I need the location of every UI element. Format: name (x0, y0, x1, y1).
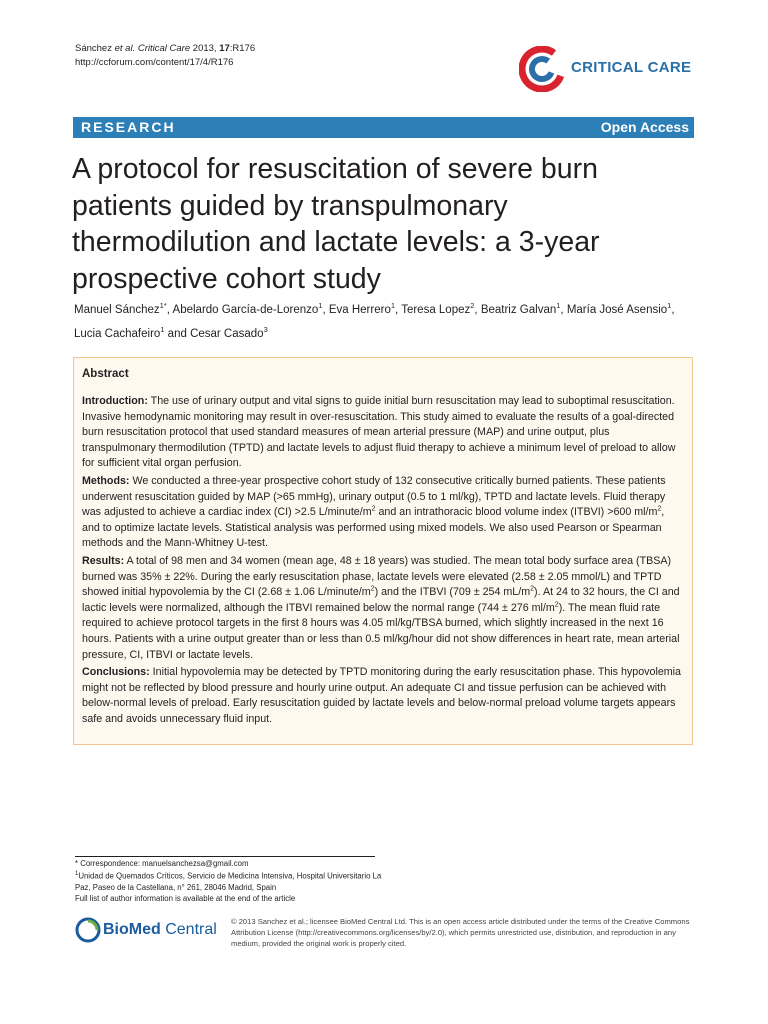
abstract-box (73, 357, 693, 745)
methods-text: and an intrathoracic blood volume index (ITBVI) >600 ml/m (375, 506, 658, 519)
introduction-text: The use of urinary output and vital signs to guide initial burn resuscitation may lead to suboptimal resuscitation. Invasive hemodynamic monitoring may result in over-resuscitation. This study aimed to evaluate the results of a goal-directed burn resuscitation protocol that used standard measures of mean arterial pressure (MAP) and urine output, plus transpulmonary thermodilution (TPTD) and lactate levels to adjust fluid therapy to achieve a minimum level of preload to allow for sufficient vital organ perfusion. (82, 395, 676, 470)
superscript: 2 (530, 585, 535, 593)
author-name: Abelardo García-de-Lorenzo (172, 303, 319, 316)
abstract-conclusions (82, 665, 684, 727)
abstract-introduction (82, 394, 684, 472)
author-affiliation: 1 (160, 324, 165, 334)
author-name: María José Asensio (566, 303, 668, 316)
full-list-note: Full list of author information is available at the end of the article (75, 893, 296, 903)
footnotes (75, 858, 395, 904)
affiliation-number: 1 (75, 871, 79, 877)
author-name: Lucia Cachafeiro (74, 327, 161, 340)
citation-author: Sánchez (75, 43, 115, 54)
citation-journal: Critical Care (137, 43, 191, 54)
introduction-label: Introduction: (82, 395, 148, 407)
biomed-central-wordmark (103, 921, 217, 939)
abstract-results (82, 554, 684, 663)
abstract-methods (82, 474, 684, 552)
abstract-heading: Abstract (82, 368, 129, 380)
citation-line (75, 42, 255, 56)
citation-etal: et al. (114, 43, 136, 54)
author-affiliation: 1 (667, 301, 672, 310)
author-affiliation: 1 (390, 301, 396, 310)
logo-med: Med (128, 921, 161, 938)
author-name: Teresa Lopez (401, 303, 471, 316)
superscript: 2 (657, 505, 662, 513)
methods-text: We conducted a three-year prospective cohort study of 132 consecutive critically burned patients. These patients underwent resuscitation guided by MAP (>65 mmHg), urinary output (0.5 to 1 ml/kg), TPTD and lactate levels. Fluid therapy was adjusted to achieve a cardiac index (CI) >2.5 L/minute/m (82, 474, 666, 519)
section-banner (73, 117, 694, 138)
biomed-central-logo (75, 915, 225, 949)
methods-text: , and to optimize lactate levels. Statistical analysis was performed using mixed models. We also used Pearson or Spearman methods and the Mann-Whitney U-test. (82, 506, 665, 550)
section-label: RESEARCH (81, 119, 176, 135)
results-text: ) and the ITBVI (709 ± 254 mL/m (374, 586, 531, 599)
conclusions-text: Initial hypovolemia may be detected by TPTD monitoring during the early resuscitation phase. This hypovolemia might not be reflected by blood pressure and hourly urine output. An adequate CI and tissue perfusion can be achieved with below-normal levels of preload. Early resuscitation guided by lactate levels and below-normal preload volume targets appears safe and avoids unnecessary fluid input. (82, 666, 681, 725)
superscript: 2 (554, 601, 559, 609)
results-text: A total of 98 men and 34 women (mean age, 48 ± 18 years) was studied. The mean total body surface area (TBSA) burned was 35% ± 22%. During the early resuscitation phase, lactate levels were elevated (2.58 ± 2.05 mmol/L) and TPTD showed initial hypovolemia by the CI (2.68 ± 1.06 L/minute/m (82, 554, 672, 599)
author-name: Eva Herrero (328, 303, 391, 316)
citation-year: 2013, (190, 43, 220, 54)
methods-label: Methods: (82, 474, 130, 487)
results-text: ). At 24 to 32 hours, the CI and lactic levels were normalized, although the ITBVI remained below the normal range (744 ± 276 ml/m (82, 586, 680, 614)
logo-central: Central (160, 921, 217, 938)
abstract-body (82, 394, 684, 729)
author-name: Manuel Sánchez (74, 303, 160, 316)
author-affiliation: 1 (318, 301, 323, 310)
author-list: Manuel Sánchez$^{1*}$, Abelardo García-de-Lorenzo$^1$, Eva Herrero$^1$, Teresa Lopez$^2$, Beatriz Galvan$^1$, María José Asensio$^1$, Lucia Cachafeiro$^1$ and Cesar Casado$^3$ (74, 301, 675, 340)
license-text: © 2013 Sanchez et al.; licensee BioMed Central Ltd. This is an open access article distributed under the terms of the Creative Commons Attribution License (http://creativecommons.org/licenses/by/2.0), which permits unrestricted use, distribution, and reproduction in any medium, provided the original work is properly cited. (231, 917, 690, 948)
results-text: ). The mean fluid rate required to achieve protocol targets in the first 8 hours was 4.05 ml/kg/TBSA burned, which slightly increased in the next 16 hours. Patients with a urine output greater than or less than 0.5 ml/kg/hour did not show differences in heart rate, mean arterial pressure, CI, ITBVI or lactate levels. (82, 601, 680, 661)
superscript: 2 (370, 585, 375, 593)
citation-block (75, 42, 255, 70)
superscript: 2 (371, 505, 376, 513)
author-affiliation: 2 (470, 301, 475, 310)
results-label: Results: (82, 554, 125, 567)
citation-volume: 17 (219, 43, 230, 54)
article-title: A protocol for resuscitation of severe burn patients guided by transpulmonary thermodilution and lactate levels: a 3-year prospective cohort study (72, 153, 600, 295)
author-affiliation: 1* (159, 301, 167, 310)
citation-url[interactable]: http://ccforum.com/content/17/4/R176 (75, 57, 234, 68)
affiliation-text: Unidad de Quemados Críticos, Servicio de Medicina Intensiva, Hospital Universitario La Paz, Paseo de la Castellana, n° 261, 28046 Madrid, Spain (75, 871, 382, 892)
critical-care-logo (519, 46, 699, 92)
conclusions-label: Conclusions: (82, 666, 150, 679)
author-affiliation: 3 (263, 324, 268, 334)
correspondence[interactable]: * Correspondence: manuelsanchezsa@gmail.com (75, 859, 249, 868)
author-name: Cesar Casado (190, 327, 264, 340)
author-affiliation: 1 (556, 301, 561, 310)
open-access-label: Open Access (600, 119, 689, 135)
logo-bio: Bio (103, 921, 129, 938)
journal-logo-text: CRITICAL CARE (571, 59, 692, 76)
critical-care-logo-icon (519, 46, 569, 92)
footnote-divider (75, 856, 375, 857)
citation-article-id: :R176 (229, 43, 256, 54)
affiliation-1 (75, 869, 395, 893)
biomed-central-logo-icon (75, 917, 101, 943)
author-name: Beatriz Galvan (480, 303, 557, 316)
